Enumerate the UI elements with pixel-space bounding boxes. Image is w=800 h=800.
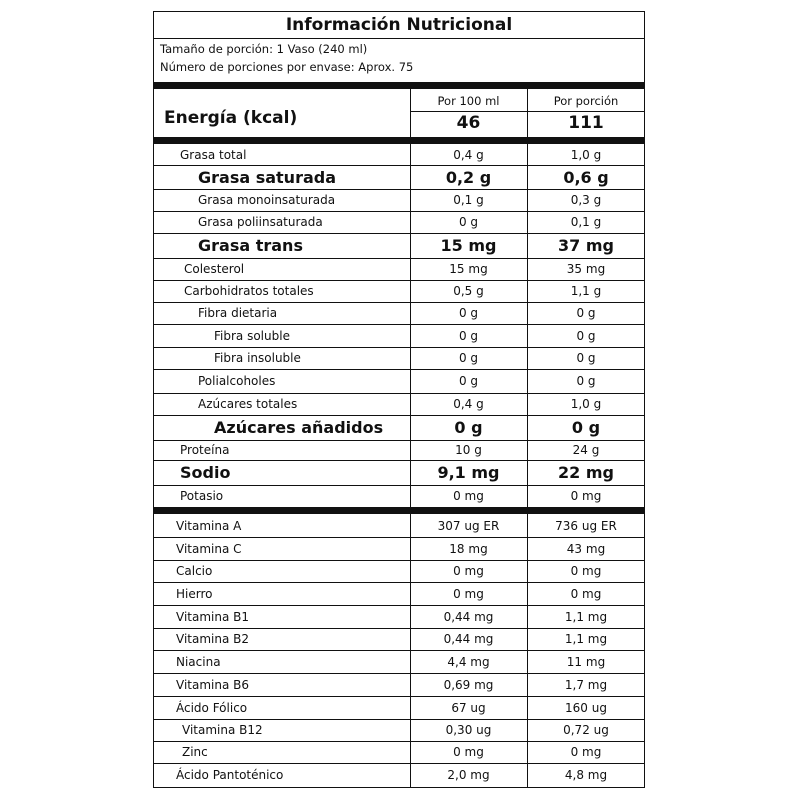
- row-polialcoholes-per100: 0 g: [458, 374, 479, 388]
- row-fibra-dietaria: [154, 302, 644, 325]
- row-acido-pantotenico: [154, 763, 644, 787]
- header-rule: [410, 111, 644, 112]
- energy-per100: 46: [456, 113, 481, 133]
- row-azucares-totales-label: Azúcares totales: [198, 397, 298, 411]
- row-acido-pantotenico-label: Ácido Pantoténico: [176, 768, 284, 782]
- row-proteina-per-portion: 24 g: [572, 443, 600, 457]
- row-vitamina-b6-per-portion: 1,7 mg: [564, 677, 608, 692]
- row-fibra-soluble: [154, 324, 644, 348]
- row-acido-folico-per-portion: 160 ug: [565, 700, 607, 715]
- row-zinc: [154, 741, 644, 764]
- row-vitamina-b6: [154, 673, 644, 697]
- row-carbohidratos-totales: [154, 280, 644, 303]
- nutrient-table: [154, 144, 644, 507]
- row-vitamina-b6-label: Vitamina B6: [176, 677, 250, 692]
- energy-label: Energía (kcal): [164, 108, 298, 128]
- row-calcio: [154, 560, 644, 583]
- row-grasa-total: [154, 144, 644, 166]
- row-grasa-saturada-per100: 0,2 g: [445, 167, 492, 187]
- row-vitamina-b2-label: Vitamina B2: [176, 632, 250, 646]
- row-vitamina-a-label: Vitamina A: [176, 518, 242, 533]
- title-divider: [154, 38, 644, 39]
- row-hierro-per-portion: 0 mg: [570, 586, 602, 601]
- row-vitamina-b1-label: Vitamina B1: [176, 609, 250, 624]
- row-grasa-total-per-portion: 1,0 g: [570, 147, 602, 162]
- row-calcio-label: Calcio: [176, 564, 213, 578]
- row-grasa-poliinsaturada-per100: 0 g: [458, 215, 479, 229]
- row-zinc-per-portion: 0 mg: [570, 745, 602, 759]
- row-fibra-soluble-per-portion: 0 g: [576, 328, 596, 343]
- row-vitamina-b12-per-portion: 0,72 ug: [563, 723, 609, 737]
- row-vitamina-c-per100: 18 mg: [449, 541, 488, 556]
- row-acido-folico: [154, 696, 644, 720]
- row-zinc-label: Zinc: [182, 745, 208, 759]
- row-grasa-total-per100: 0,4 g: [453, 147, 484, 162]
- col-header-per100: Por 100 ml: [437, 94, 500, 108]
- row-azucares-anadidos-per-portion: 0 g: [571, 418, 601, 437]
- row-colesterol: [154, 258, 644, 281]
- row-vitamina-a-per100: 307 ug ER: [437, 518, 500, 533]
- row-polialcoholes-label: Polialcoholes: [198, 374, 276, 388]
- row-grasa-trans-per100: 15 mg: [440, 236, 497, 255]
- row-grasa-poliinsaturada-label: Grasa poliinsaturada: [198, 215, 323, 229]
- row-vitamina-b1-per100: 0,44 mg: [443, 609, 494, 624]
- row-fibra-dietaria-label: Fibra dietaria: [198, 306, 278, 320]
- row-vitamina-b12-label: Vitamina B12: [182, 723, 263, 737]
- row-polialcoholes: [154, 369, 644, 394]
- row-azucares-totales: [154, 393, 644, 416]
- row-carbohidratos-totales-per100: 0,5 g: [453, 284, 484, 298]
- row-fibra-insoluble-per-portion: 0 g: [576, 351, 596, 365]
- row-proteina: [154, 440, 644, 461]
- row-vitamina-c-per-portion: 43 mg: [566, 541, 606, 556]
- panel-title: Información Nutricional: [285, 15, 513, 35]
- row-grasa-poliinsaturada-per-portion: 0,1 g: [570, 215, 602, 229]
- row-fibra-soluble-label: Fibra soluble: [214, 328, 290, 343]
- row-grasa-saturada: [154, 165, 644, 190]
- row-grasa-monoinsaturada-label: Grasa monoinsaturada: [198, 193, 336, 207]
- row-calcio-per-portion: 0 mg: [570, 564, 602, 578]
- row-polialcoholes-per-portion: 0 g: [576, 374, 596, 388]
- row-sodio-label: Sodio: [180, 463, 231, 482]
- row-proteina-per100: 10 g: [455, 443, 482, 457]
- row-vitamina-b12: [154, 719, 644, 742]
- row-vitamina-c: [154, 537, 644, 561]
- row-acido-pantotenico-per-portion: 4,8 mg: [564, 768, 608, 782]
- row-potasio-label: Potasio: [180, 488, 224, 503]
- row-azucares-totales-per-portion: 1,0 g: [570, 397, 602, 411]
- row-colesterol-per-portion: 35 mg: [566, 262, 606, 276]
- row-potasio: [154, 485, 644, 506]
- row-hierro: [154, 582, 644, 606]
- row-grasa-trans: [154, 233, 644, 259]
- row-hierro-per100: 0 mg: [453, 586, 484, 601]
- row-fibra-dietaria-per-portion: 0 g: [576, 306, 596, 320]
- row-azucares-totales-per100: 0,4 g: [453, 397, 484, 411]
- row-vitamina-b12-per100: 0,30 ug: [445, 723, 492, 737]
- vitamin-table: [154, 514, 644, 787]
- row-grasa-saturada-per-portion: 0,6 g: [563, 167, 609, 187]
- row-carbohidratos-totales-per-portion: 1,1 g: [570, 284, 602, 298]
- row-azucares-anadidos: [154, 415, 644, 441]
- row-colesterol-label: Colesterol: [184, 262, 245, 276]
- row-fibra-dietaria-per100: 0 g: [458, 306, 479, 320]
- row-hierro-label: Hierro: [176, 586, 213, 601]
- nutrition-facts-panel: [153, 11, 645, 788]
- row-vitamina-b6-per100: 0,69 mg: [443, 677, 494, 692]
- row-colesterol-per100: 15 mg: [449, 262, 488, 276]
- row-vitamina-b2-per-portion: 1,1 mg: [564, 632, 608, 646]
- row-vitamina-a-per-portion: 736 ug ER: [555, 518, 617, 533]
- row-sodio-per-portion: 22 mg: [558, 463, 614, 482]
- row-calcio-per100: 0 mg: [453, 564, 484, 578]
- row-azucares-anadidos-per100: 0 g: [454, 418, 483, 437]
- row-carbohidratos-totales-label: Carbohidratos totales: [184, 284, 314, 298]
- row-grasa-saturada-label: Grasa saturada: [198, 167, 337, 187]
- row-grasa-trans-per-portion: 37 mg: [558, 236, 614, 255]
- row-niacina-per100: 4,4 mg: [447, 654, 490, 669]
- row-grasa-total-label: Grasa total: [180, 147, 247, 162]
- row-grasa-trans-label: Grasa trans: [198, 236, 303, 255]
- row-vitamina-c-label: Vitamina C: [176, 541, 242, 556]
- row-niacina-per-portion: 11 mg: [566, 654, 606, 669]
- row-vitamina-b2: [154, 628, 644, 651]
- row-sodio: [154, 460, 644, 486]
- servings-per-container: Número de porciones por envase: Aprox. 75: [160, 60, 414, 74]
- row-acido-pantotenico-per100: 2,0 mg: [447, 768, 490, 782]
- row-fibra-insoluble: [154, 347, 644, 370]
- row-grasa-monoinsaturada: [154, 189, 644, 212]
- row-grasa-monoinsaturada-per100: 0,1 g: [453, 193, 484, 207]
- row-vitamina-b1: [154, 605, 644, 629]
- thick-rule-energy: [154, 137, 644, 144]
- row-sodio-per100: 9,1 mg: [437, 463, 500, 482]
- row-potasio-per-portion: 0 mg: [570, 488, 602, 503]
- row-grasa-poliinsaturada: [154, 211, 644, 234]
- row-niacina: [154, 650, 644, 674]
- row-azucares-anadidos-label: Azúcares añadidos: [214, 418, 384, 437]
- row-acido-folico-per100: 67 ug: [451, 700, 486, 715]
- thick-rule-top: [154, 82, 644, 89]
- row-vitamina-a: [154, 514, 644, 538]
- row-fibra-insoluble-label: Fibra insoluble: [214, 351, 301, 365]
- row-proteina-label: Proteína: [180, 443, 230, 457]
- row-vitamina-b2-per100: 0,44 mg: [443, 632, 494, 646]
- row-potasio-per100: 0 mg: [453, 488, 484, 503]
- row-vitamina-b1-per-portion: 1,1 mg: [564, 609, 608, 624]
- row-zinc-per100: 0 mg: [453, 745, 484, 759]
- col-header-per-portion: Por porción: [553, 94, 619, 108]
- row-niacina-label: Niacina: [176, 654, 221, 669]
- energy-per-portion: 111: [568, 113, 604, 133]
- serving-size: Tamaño de porción: 1 Vaso (240 ml): [160, 42, 368, 56]
- row-fibra-soluble-per100: 0 g: [458, 328, 479, 343]
- row-fibra-insoluble-per100: 0 g: [458, 351, 479, 365]
- row-acido-folico-label: Ácido Fólico: [176, 700, 248, 715]
- thick-rule-vitamins: [154, 507, 644, 514]
- row-grasa-monoinsaturada-per-portion: 0,3 g: [570, 193, 602, 207]
